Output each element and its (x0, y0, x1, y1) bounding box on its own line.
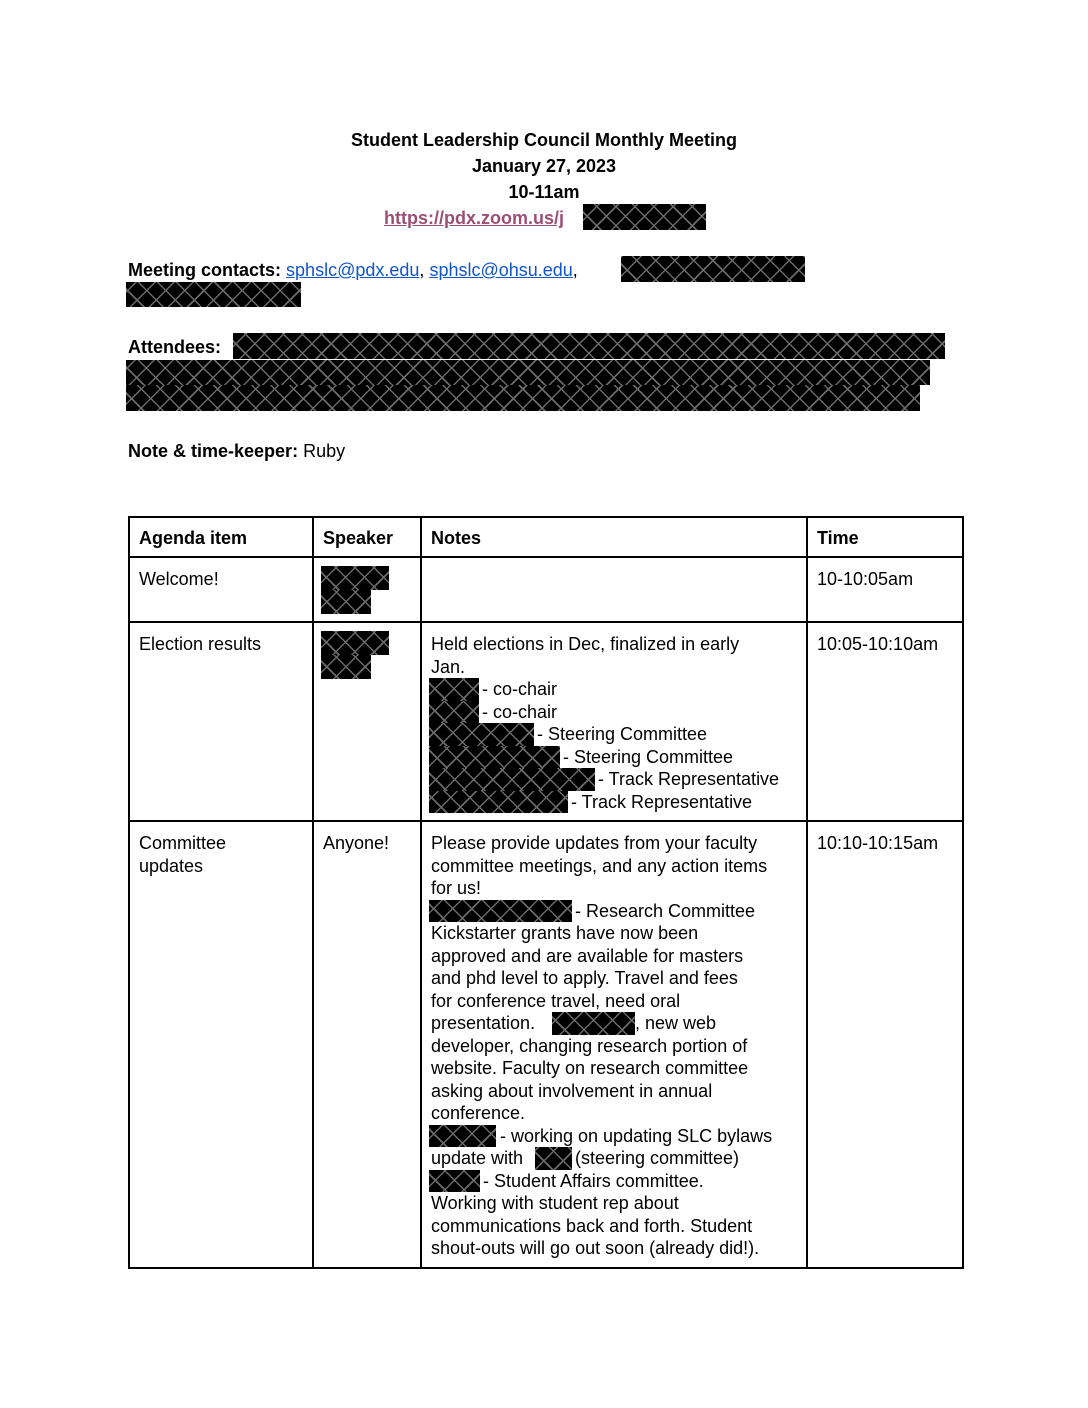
agenda-item: Welcome! (139, 569, 219, 589)
attendees-label: Attendees (128, 337, 216, 357)
notes-line: update with (431, 1148, 524, 1168)
notes-line: Jan. (431, 656, 466, 677)
notes-line: Working with student rep about (431, 1193, 679, 1213)
time-slot: 10-10:05am (817, 569, 914, 589)
meeting-date: January 27, 2023 (471, 156, 617, 176)
table-row (129, 622, 963, 821)
email-link-pdx[interactable]: sphslc@pdx.edu (286, 260, 420, 280)
zoom-link[interactable]: https://pdx.zoom.us/j (384, 208, 564, 228)
attendees-label-line: Attendees: (128, 337, 222, 357)
notes-line: , new web (635, 1013, 717, 1033)
notes-line: committee meetings, and any action items (431, 855, 768, 876)
agenda-item: Election results (139, 634, 262, 654)
notes-line: for conference travel, need oral (431, 990, 681, 1011)
redaction-block (429, 768, 595, 791)
table-header-row (129, 517, 963, 557)
notes-line: asking about involvement in annual (431, 1080, 713, 1101)
notes-line: presentation. (431, 1013, 536, 1033)
notes-line: Please provide updates from your faculty (431, 833, 758, 853)
notes-line: - Student Affairs committee. (483, 1170, 704, 1191)
notes-line: approved and are available for masters (431, 945, 744, 966)
redaction-block (535, 1147, 572, 1170)
notes-line: Kickstarter grants have now been (431, 923, 699, 943)
notes-line: (steering committee) (575, 1148, 740, 1168)
notes-line: developer, changing research portion of (431, 1035, 748, 1056)
notes-line: communications back and forth. Student (431, 1215, 753, 1236)
notes-line: - co-chair (482, 701, 558, 722)
notes-line: Held elections in Dec, finalized in early (431, 634, 740, 654)
notes-line: - Research Committee (575, 900, 756, 921)
speaker-name: Anyone! (323, 833, 390, 853)
redaction-block (429, 1125, 496, 1148)
header-speaker: Speaker (323, 528, 394, 548)
redaction-block (429, 701, 479, 724)
redaction-block (429, 791, 568, 814)
redaction-block (321, 631, 389, 655)
meeting-time: 10-11am (508, 182, 580, 202)
agenda-item: updates (139, 855, 204, 876)
redaction-block (552, 1012, 635, 1035)
redaction-block (429, 900, 572, 923)
zoom-link-line (384, 205, 564, 231)
notes-line: conference. (431, 1103, 526, 1123)
redaction-block (321, 655, 371, 679)
notes-line: shout-outs will go out soon (already did!). (431, 1238, 760, 1258)
time-keeper-line: Note & time-keeper: Ruby (128, 441, 346, 461)
redaction-block (429, 723, 534, 746)
notes-line: and phd level to apply. Travel and fees (431, 968, 738, 988)
time-slot: 10:05-10:10am (817, 634, 939, 654)
redaction-block (126, 282, 301, 307)
redaction-block (429, 746, 560, 769)
agenda-item: Committee (139, 833, 227, 853)
time-keeper-name: Ruby (303, 441, 346, 461)
redaction-block (621, 256, 805, 282)
notes-line: - co-chair (482, 679, 558, 699)
redaction-block (126, 360, 930, 385)
header-time: Time (817, 528, 859, 548)
notes-line: website. Faculty on research committee (431, 1058, 749, 1078)
header-notes: Notes (431, 528, 482, 548)
table-row (129, 557, 963, 622)
redaction-block (233, 333, 945, 359)
redaction-block (429, 678, 479, 701)
header-agenda-item: Agenda item (139, 528, 248, 548)
email-link-ohsu[interactable]: sphslc@ohsu.edu (429, 260, 573, 280)
notes-line: for us! (431, 878, 482, 898)
redaction-block (321, 590, 371, 614)
redaction-block (583, 204, 706, 230)
agenda-table (128, 516, 964, 1269)
meeting-contacts: Meeting contacts: sphslc@pdx.edu, sphslc@ohsu.edu, (128, 260, 578, 280)
notes-line: - Steering Committee (537, 724, 708, 744)
notes-line: - working on updating SLC bylaws (500, 1125, 773, 1146)
notes-line: - Track Representative (598, 769, 780, 789)
time-slot: 10:10-10:15am (817, 833, 939, 853)
notes-line: - Track Representative (571, 791, 753, 812)
notes-line: - Steering Committee (563, 746, 734, 767)
table-row (129, 821, 963, 1268)
redaction-block (126, 385, 920, 411)
meeting-title: Student Leadership Council Monthly Meeting (350, 130, 737, 150)
contacts-label: Meeting contacts (128, 260, 276, 280)
redaction-block (321, 566, 389, 590)
redaction-block (429, 1170, 480, 1193)
time-keeper-label: Note & time-keeper (128, 441, 293, 461)
